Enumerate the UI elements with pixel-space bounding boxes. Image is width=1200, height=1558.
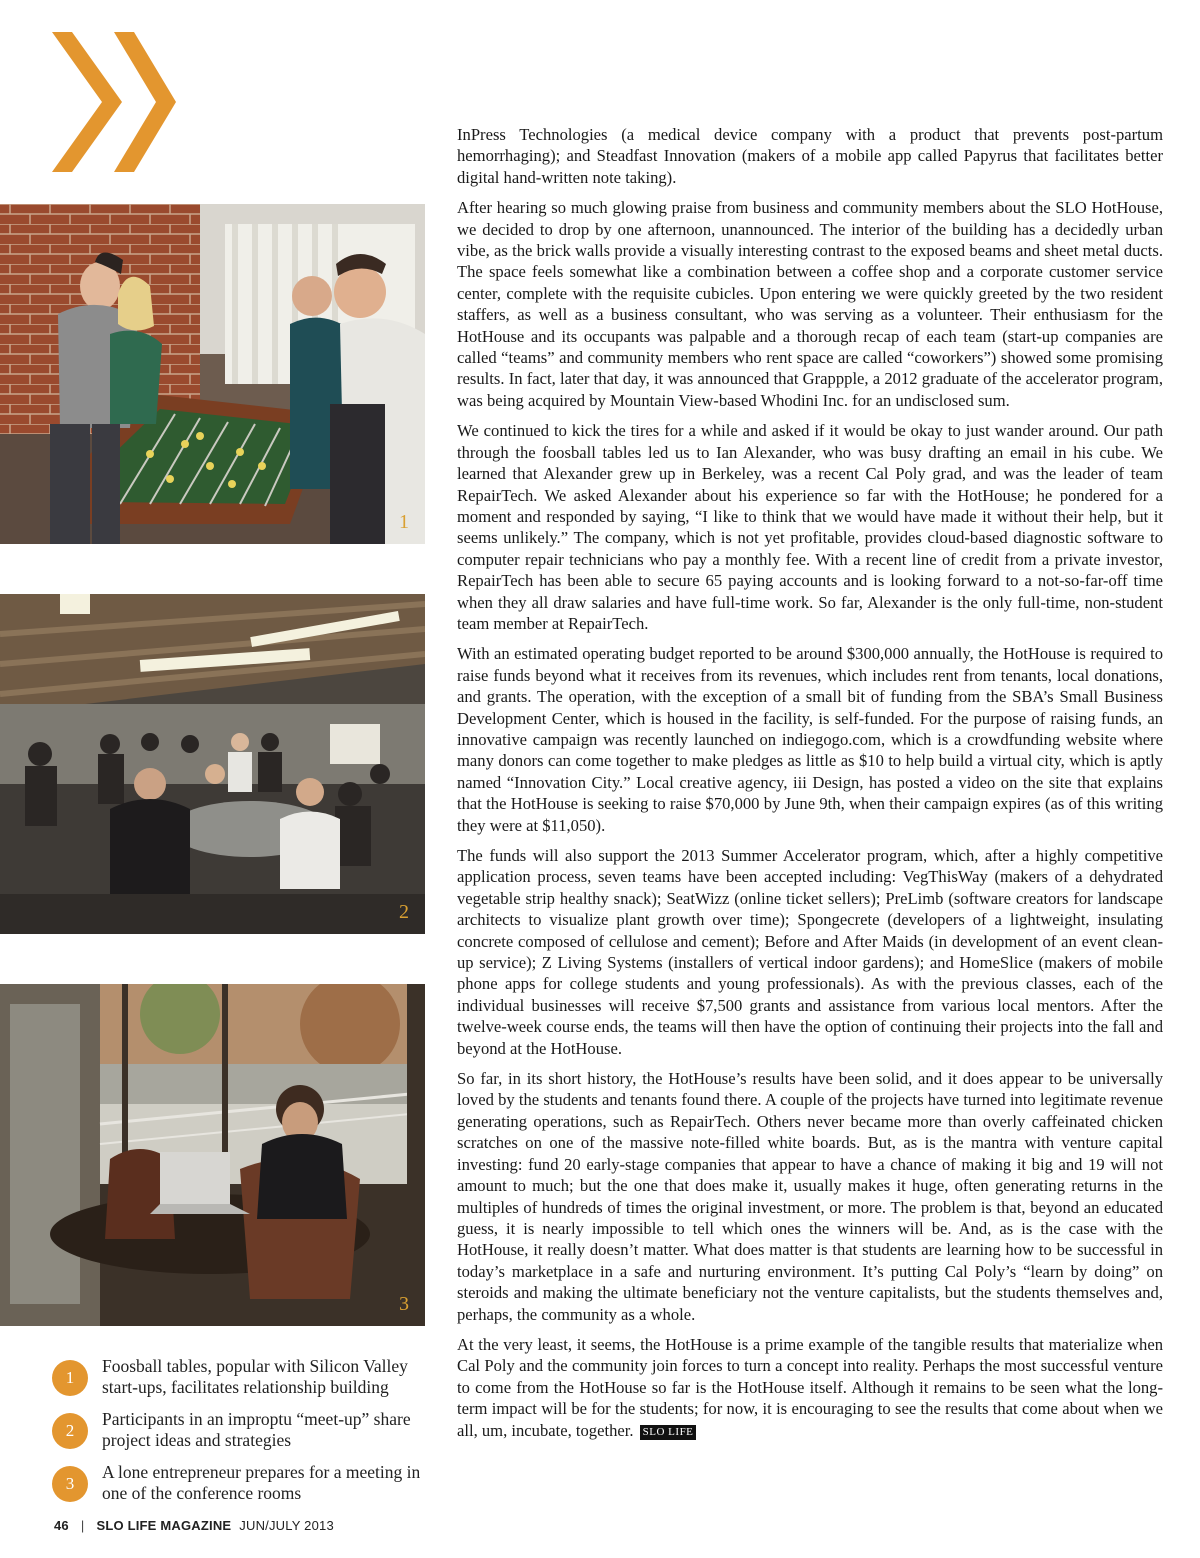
footer-separator: |: [80, 1518, 85, 1533]
caption-number-badge: 2: [52, 1413, 88, 1449]
photo-number: 1: [399, 511, 409, 533]
article-paragraph: InPress Technologies (a medical device company with a product that prevents post-partum hemorrhaging); and Steadfast Innovation (makers of a mobile app called Papyrus that facilitates better digital hand-written note taking).: [457, 125, 1163, 187]
article-paragraph: With an estimated operating budget reported to be around $300,000 annually, the HotHouse is required to raise funds beyond what it receives from its revenues, which includes rent from tenants, local donations, and grants. The operation, with the exception of a small bit of funding from the SBA’s Small Business Development Center, which is housed in the facility, is self-funded. For the purpose of raising funds, an innovative campaign was recently launched on indiegogo.com, which is a crowdfunding website where many donors can come together to make pledges as little as $10 to help build a virtual city, which is aptly named “Innovation City.” Local creative agency, iii Design, has posted a video on the site that explains that the HotHouse is seeking to raise $70,000 by June 9th, when their campaign expires (as of this writing they were at $11,050).: [457, 644, 1163, 835]
photo-meetup: [0, 594, 425, 934]
page-number: 46: [54, 1518, 69, 1533]
article-paragraph: We continued to kick the tires for a while and asked if it would be okay to just wander around. Our path through the foosball tables led us to Ian Alexander, who was busy drafting an email in his cube. We learned that Alexander grew up in Berkeley, was a recent Cal Poly grad, and was the leader of team RepairTech. We asked Alexander about his experience so far with the HotHouse; he pondered for a moment and responded by saying, “I like to think that we would have made it without their help, but it seems unlikely.” The company, which is not yet profitable, provides cloud-based diagnostic software to computer repair technicians who pay a monthly fee. With a recent line of credit from a private investor, RepairTech has been able to secure 65 paying accounts and is looking forward to a not-so-far-off time when they all draw salaries and have full-time work. So far, Alexander is the only full-time, non-student team member at RepairTech.: [457, 421, 1163, 633]
caption-item: [52, 1356, 432, 1398]
caption-text: A lone entrepreneur prepares for a meeting in one of the conference rooms: [102, 1462, 421, 1503]
page-footer: [54, 1518, 334, 1533]
photo-number: 3: [399, 1293, 409, 1315]
magazine-name: SLO LIFE MAGAZINE: [96, 1518, 232, 1533]
article-paragraph-text: At the very least, it seems, the HotHouse is a prime example of the tangible results that materialize when Cal Poly and the community join forces to turn a concept into reality. Perhaps the most successful venture to come from the HotHouse so far is the HotHouse itself. Although it remains to be seen what the long-term impact will be for the students; for now, it is encouraging to see the results that come about when we all, um, incubate, together.: [457, 1334, 1163, 1440]
issue-date: JUN/JULY 2013: [239, 1518, 334, 1533]
caption-text: Foosball tables, popular with Silicon Valley start-ups, facilitates relationship building: [102, 1356, 408, 1397]
article-paragraph: So far, in its short history, the HotHouse’s results have been solid, and it does appear to be universally loved by the students and tenants found there. A couple of the projects have turned into legitimate revenue generating operations, such as RepairTech. Others never became more than overly caffeinated chicken scratches on one of the massive note-filled white boards. But, as is the mantra with venture capital investing: fund 20 early-stage companies that appear to have a chance of making it big and 19 will not amount to much; but the one that does make it, usually makes it huge, often generating returns in the multiples of hundreds of times the original investment, or more. The problem is that, beyond an educated guess, it is nearly impossible to tell which ones the winners will be. And, as is the case with the HotHouse, it really doesn’t matter. What does matter is that students are learning how to be successful in today’s marketplace in a safe and nurturing environment. It’s putting Cal Poly’s “learn by doing” on steroids and making the ultimate beneficiary not the venture capitalists, but the students themselves and, perhaps, the community as a whole.: [457, 1069, 1163, 1324]
photo-lone-entrepreneur: [0, 984, 425, 1326]
double-chevron-icon: [50, 30, 180, 175]
photo-foosball: [0, 204, 425, 544]
caption-item: [52, 1409, 432, 1451]
photo-number: 2: [399, 901, 409, 923]
caption-item: [52, 1462, 432, 1504]
end-mark: SLO LIFE: [640, 1425, 697, 1440]
caption-number-badge: 3: [52, 1466, 88, 1502]
article-paragraph: After hearing so much glowing praise from business and community members about the SLO HotHouse, we decided to drop by one afternoon, unannounced. The interior of the building has a decidedly urban vibe, as the brick walls provide a visually interesting contrast to the exposed beams and sheet metal ducts. The space feels somewhat like a combination between a coffee shop and a corporate customer service center, complete with the requisite cubicles. Upon entering we were quickly greeted by the two resident staffers, as well as a business consultant, who was serving as a volunteer. Their enthusiasm for the HotHouse and its occupants was palpable and a thorough recap of each team (start-up companies are called “teams” and community members who rent space are called “coworkers”) showed some promising results. In fact, later that day, it was announced that Grappple, a 2012 graduate of the accelerator program, was being acquired by Mountain View-based Whodini Inc. for an undisclosed sum.: [457, 198, 1163, 410]
caption-text: Participants in an improptu “meet-up” share project ideas and strategies: [102, 1409, 411, 1450]
article-body: [457, 124, 1163, 1450]
photo-captions: [52, 1356, 432, 1515]
caption-number-badge: 1: [52, 1360, 88, 1396]
article-paragraph: The funds will also support the 2013 Summer Accelerator program, which, after a highly competitive application process, seven teams have been accepted including: VegThisWay (makers of a dehydrated vegetable strip healthy snack); SeatWizz (online ticket sellers); PreLimb (software creators for landscape architects to visualize plant growth over time); Spongecrete (developers of a lightweight, insulating concrete composed of cellulose and cement); Before and After Maids (in development of an event clean-up service); Z Living Systems (installers of vertical indoor gardens); and HomeSlice (makers of mobile phone apps for college students and young professionals). As with the previous classes, each of the individual businesses will receive $7,500 grants and assistance from various local mentors. After the twelve-week course ends, the teams will then have the option of continuing their projects into the fall and beyond at the HotHouse.: [457, 846, 1163, 1058]
article-paragraph-last: [457, 1334, 1163, 1441]
